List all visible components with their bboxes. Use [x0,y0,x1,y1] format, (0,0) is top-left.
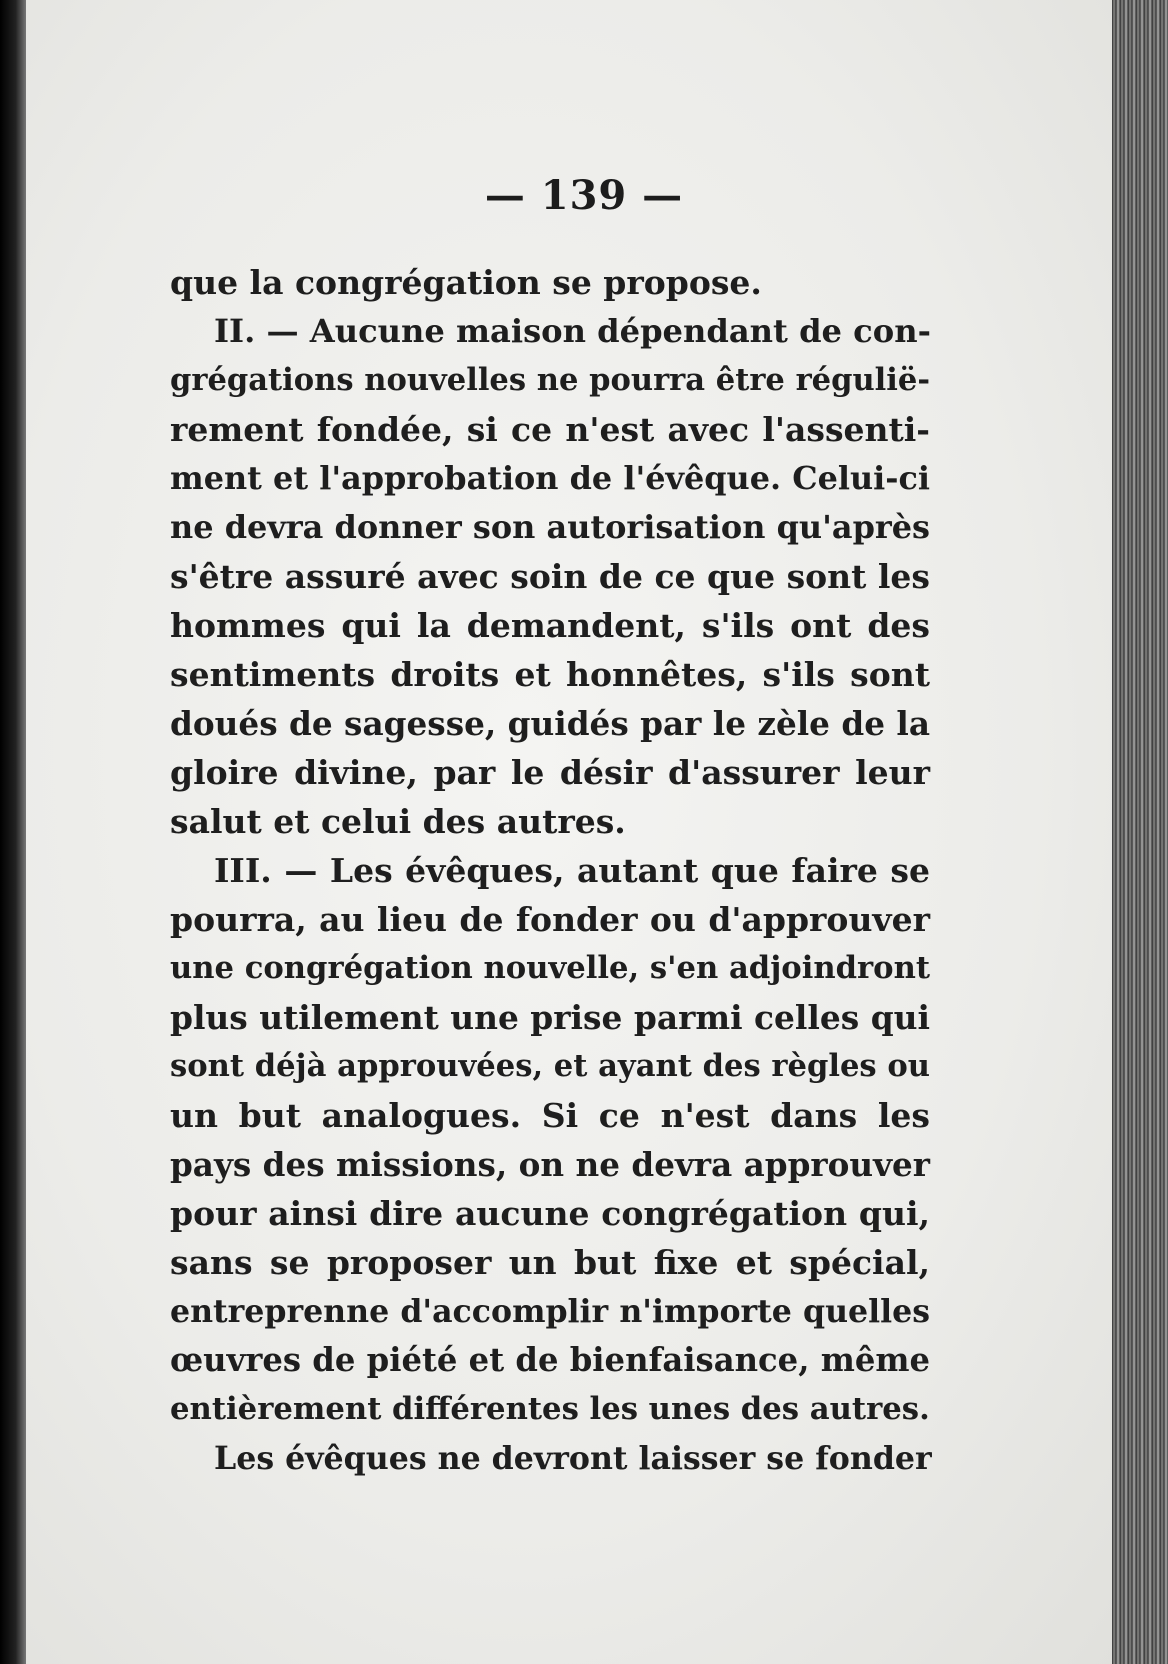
text-line: sentiments droits et honnêtes, s'ils sont [170,655,930,694]
text-line: pays des missions, on ne devra approuver [170,1145,930,1184]
text-line: III. — Les évêques, autant que faire se [214,851,930,890]
text-line: sans se proposer un but fixe et spécial, [170,1243,930,1282]
text-line: plus utilement une prise parmi celles qui [170,998,930,1037]
text-line: pourra, au lieu de fonder ou d'approuver [170,900,930,939]
text-line: salut et celui des autres. [170,802,626,841]
left-binding-shadow [0,0,26,1664]
text-line: ment et l'approbation de l'évêque. Celui-ci [170,459,930,497]
text-line: que la congrégation se propose. [170,263,762,302]
text-line: grégations nouvelles ne pourra être régulië- [170,362,930,398]
page-number: — 139 — [484,172,684,219]
text-line: ne devra donner son autorisation qu'après [170,508,930,546]
text-line: entièrement différentes les unes des autres. [170,1391,930,1427]
text-line: entreprenne d'accomplir n'importe quelles [170,1293,930,1330]
text-line: hommes qui la demandent, s'ils ont des [170,606,930,645]
text-line: s'être assuré avec soin de ce que sont les [170,557,930,596]
body-text [170,258,930,1483]
text-line: une congrégation nouvelle, s'en adjoindront [170,950,930,986]
text-line: Les évêques ne devront laisser se fonder [214,1440,932,1477]
page-edges [1112,0,1168,1664]
text-line: pour ainsi dire aucune congrégation qui, [170,1194,930,1233]
text-line: gloire divine, par le désir d'assurer leur [170,753,930,792]
text-line: II. — Aucune maison dépendant de con- [214,312,931,350]
text-line: rement fondée, si ce n'est avec l'assenti- [170,410,930,449]
text-line: un but analogues. Si ce n'est dans les [170,1096,930,1135]
text-line: sont déjà approuvées, et ayant des règles ou [170,1048,930,1084]
text-line: doués de sagesse, guidés par le zèle de la [170,704,930,743]
text-line: œuvres de piété et de bienfaisance, même [170,1341,930,1379]
